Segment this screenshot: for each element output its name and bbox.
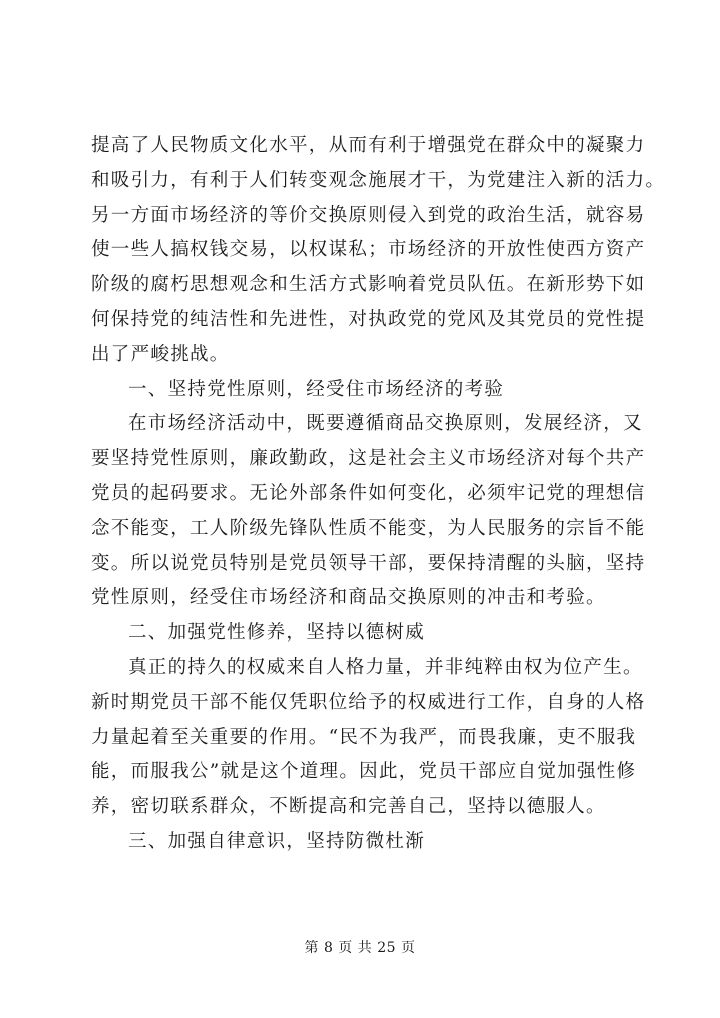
paragraph-line: 提高了人民物质文化水平，从而有利于增强党在群众中的凝聚力 xyxy=(91,135,646,156)
paragraph-line: 能，而服我公”就是这个道理。因此，党员干部应自觉加强性修 xyxy=(91,761,637,783)
paragraph-line-indented: 二、加强党性修养，坚持以德树威 xyxy=(128,622,426,644)
paragraph-line: 和吸引力，有利于人们转变观念施展才干，为党建注入新的活力。 xyxy=(91,169,666,191)
paragraph-line: 何保持党的纯洁性和先进性，对执政党的党风及其党员的党性提 xyxy=(91,308,646,330)
paragraph-line-indented: 一、坚持党性原则，经受住市场经济的考验 xyxy=(128,378,505,400)
paragraph-line: 新时期党员干部不能仅凭职位给予的权威进行工作，自身的人格 xyxy=(91,691,646,713)
page-footer: 第 8 页 共 25 页 xyxy=(304,940,416,956)
paragraph-line: 党性原则，经受住市场经济和商品交换原则的冲击和考验。 xyxy=(91,587,606,609)
paragraph-line-indented: 在市场经济活动中，既要遵循商品交换原则，发展经济，又 xyxy=(128,413,643,435)
paragraph-line: 力量起着至关重要的作用。“民不为我严，而畏我廉，吏不服我 xyxy=(91,726,637,748)
paragraph-line: 念不能变，工人阶级先锋队性质不能变，为人民服务的宗旨不能 xyxy=(91,517,646,539)
paragraph-line: 另一方面市场经济的等价交换原则侵入到党的政治生活，就容易 xyxy=(91,204,646,226)
paragraph-line: 养，密切联系群众，不断提高和完善自己，坚持以德服人。 xyxy=(91,796,606,818)
paragraph-line-indented: 三、加强自律意识，坚持防微杜渐 xyxy=(128,830,426,852)
document-body xyxy=(91,129,666,860)
paragraph-line: 出了严峻挑战。 xyxy=(91,343,230,365)
paragraph-line-indented: 真正的持久的权威来自人格力量，并非纯粹由权为位产生。 xyxy=(128,656,643,678)
paragraph-line: 使一些人搞权钱交易，以权谋私；市场经济的开放性使西方资产 xyxy=(91,239,646,261)
paragraph-line: 变。所以说党员特别是党员领导干部，要保持清醒的头脑，坚持 xyxy=(91,552,646,574)
paragraph-line: 党员的起码要求。无论外部条件如何变化，必须牢记党的理想信 xyxy=(91,482,646,504)
paragraph-line: 阶级的腐朽思想观念和生活方式影响着党员队伍。在新形势下如 xyxy=(91,274,646,296)
paragraph-line: 要坚持党性原则，廉政勤政，这是社会主义市场经济对每个共产 xyxy=(91,448,646,470)
